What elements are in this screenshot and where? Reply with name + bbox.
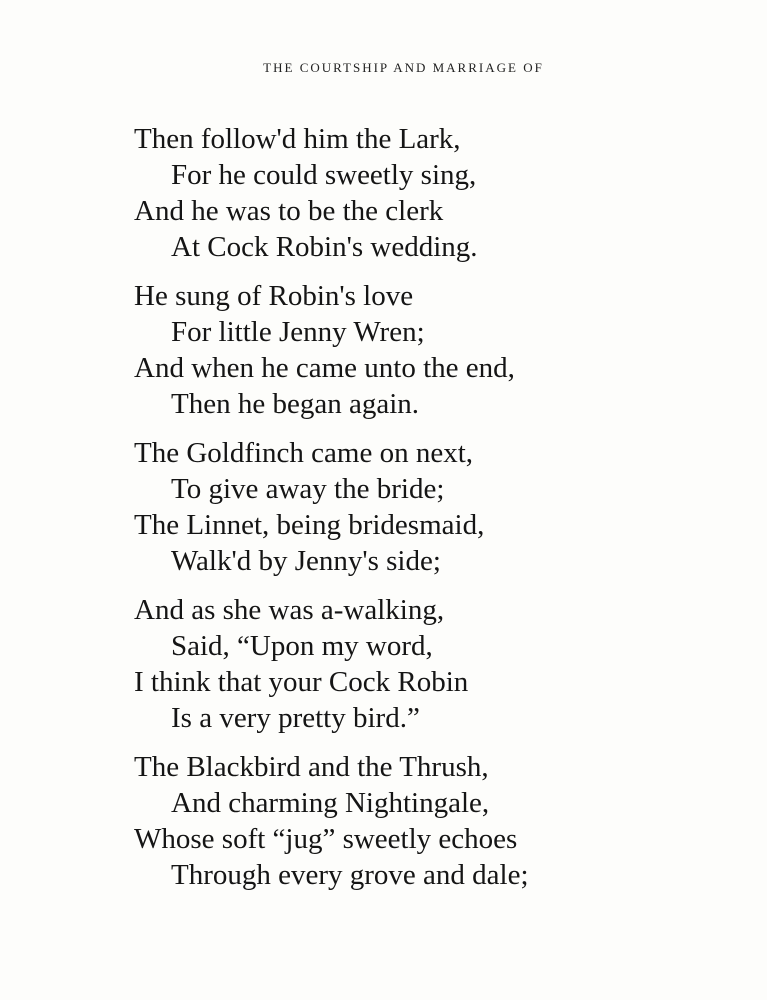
poem-line: For he could sweetly sing, (171, 159, 477, 191)
poem-line: Whose soft “jug” sweetly echoes (134, 823, 518, 855)
poem-line: And when he came unto the end, (134, 352, 515, 384)
poem-line: For little Jenny Wren; (171, 316, 425, 348)
poem-line: Said, “Upon my word, (171, 630, 433, 662)
stanza-5 (134, 749, 654, 893)
stanza-3 (134, 435, 654, 579)
poem-line: I think that your Cock Robin (134, 666, 469, 698)
stanza-2 (134, 278, 654, 422)
poem (134, 121, 654, 906)
stanza-1 (134, 121, 654, 265)
stanza-4 (134, 592, 654, 736)
poem-line: Then follow'd him the Lark, (134, 123, 461, 155)
poem-line: He sung of Robin's love (134, 280, 414, 312)
poem-line: Walk'd by Jenny's side; (171, 545, 441, 577)
poem-line: To give away the bride; (171, 473, 445, 505)
poem-line: The Blackbird and the Thrush, (134, 751, 489, 783)
poem-line: Through every grove and dale; (171, 859, 529, 891)
poem-line: And as she was a-walking, (134, 594, 445, 626)
poem-line: And charming Nightingale, (171, 787, 490, 819)
poem-line: And he was to be the clerk (134, 195, 444, 227)
poem-line: Then he began again. (171, 388, 420, 420)
poem-line: Is a very pretty bird.” (171, 702, 420, 734)
poem-line: At Cock Robin's wedding. (171, 231, 478, 263)
running-head: THE COURTSHIP AND MARRIAGE OF (263, 60, 544, 75)
poem-line: The Linnet, being bridesmaid, (134, 509, 485, 541)
poem-line: The Goldfinch came on next, (134, 437, 474, 469)
